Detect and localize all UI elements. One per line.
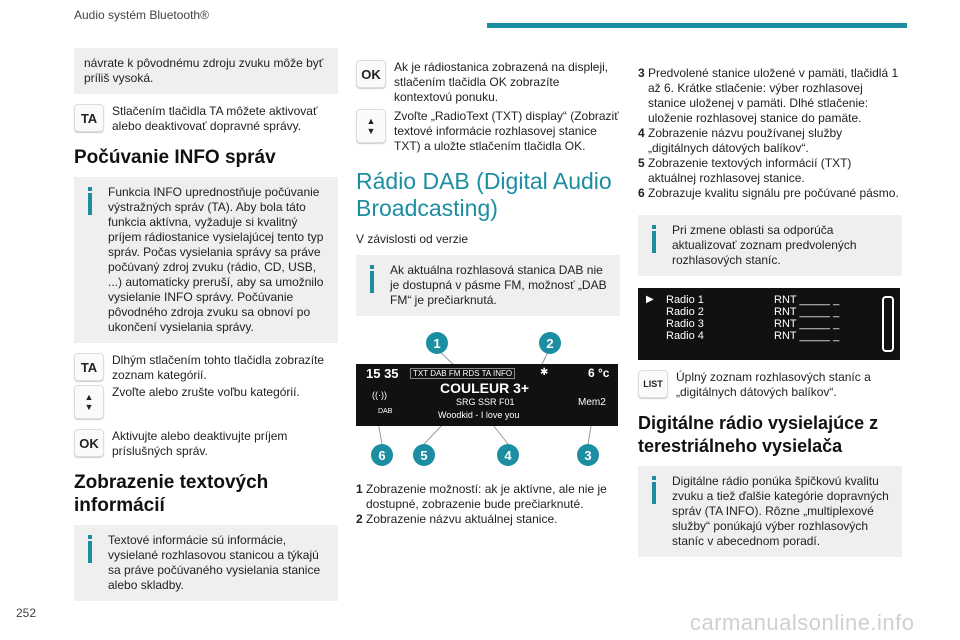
ok-description: Aktivujte alebo deaktivujte príjem príslušných správ. (112, 429, 288, 458)
version-note: V závislosti od verzie (356, 232, 469, 246)
callout-badge-4: 4 (497, 444, 519, 466)
ta-key-icon: TA (74, 353, 104, 381)
info-icon (652, 225, 656, 255)
list-item: 5 Zobrazenie textových informácií (TXT) aktuálnej rozhlasovej stanice. (638, 156, 852, 185)
arrows-description: Zvoľte alebo zrušte voľbu kategórií. (112, 385, 300, 399)
running-header: Audio systém Bluetooth® (74, 8, 209, 22)
ok-row (74, 429, 338, 459)
list-item: Radio 1 (666, 294, 704, 306)
heading-info-messages: Počúvanie INFO správ (74, 147, 276, 168)
note-box-intro: návrate k pôvodnému zdroju zvuku môže byť príliš vysoká. (74, 48, 338, 94)
screen-dab: DAB (378, 408, 393, 415)
up-down-arrows-icon: ▲ ▼ (74, 385, 104, 419)
scrollbar-icon (882, 296, 894, 352)
info-icon (370, 265, 374, 295)
page-number: 252 (16, 606, 37, 620)
info-box-text: Funkcia INFO uprednostňuje počúvanie výstražných správ (TA). Aby bola táto funkcia aktívna, vyžaduje si kvalitný príjem rádiostanice vysielajúcej tento typ správ. Počas vysielania správy sa práve počúvaný zdroj zvuku (rádio, CD, USB, ...) automaticky preruší, aby sa umožnilo vysielanie INFO správy. Počúvanie pôvodného zdroja zvuku sa obnoví po ukončení vysielania správy. (108, 185, 324, 334)
heading-text-info: Zobrazenie textových informácií (74, 472, 269, 516)
list-item: 4 Zobrazenie názvu používanej služby „digitálnych dátových balíkov“. (638, 126, 843, 155)
list-key-icon: LIST (638, 370, 668, 398)
heading-terrestrial: Digitálne rádio vysielajúce z terestriálneho vysielača (638, 413, 879, 456)
ta2-row (74, 353, 338, 383)
list-key-row (638, 370, 902, 400)
ok-key-icon: OK (74, 429, 104, 457)
area-box-text: Pri zmene oblasti sa odporúča aktualizovať zoznam predvolených rozhlasových staníc. (672, 223, 857, 267)
ta-description: Stlačením tlačidla TA môžete aktivovať alebo deaktivovať dopravné správy. (112, 104, 318, 133)
info-box-dab (356, 255, 620, 316)
info-box-info (74, 177, 338, 343)
info-icon (88, 535, 92, 565)
dab-box-text: Ak aktuálna rozhlasová stanica DAB nie je dostupná v pásme FM, možnosť „DAB FM“ je prečiarknutá. (390, 263, 607, 307)
arrows-row-2 (356, 109, 620, 154)
radio-names (666, 294, 704, 342)
ta-row (74, 104, 338, 134)
list-item: 3 Predvolené stanice uložené v pamäti, tlačidlá 1 až 6. Krátke stlačenie: výber rozhlasovej stanice uloženej v pamäti. Dlhé stlačenie: uloženie rozhlasovej stanice do pamäte. (638, 66, 899, 125)
dab-display-figure (356, 326, 620, 476)
ta-key-icon: TA (74, 104, 104, 132)
screen-temp: 6 °c (588, 366, 610, 380)
callout-badge-1: 1 (426, 332, 448, 354)
list-item: Radio 2 (666, 306, 704, 318)
radio-values: RNT _____ _ RNT _____ _ RNT _____ _ RNT _____ _ (774, 294, 840, 342)
callout-badge-3: 3 (577, 444, 599, 466)
station-list-screen (638, 288, 900, 360)
callout-badge-2: 2 (539, 332, 561, 354)
header-accent-bar (487, 23, 907, 28)
info-icon (652, 476, 656, 506)
signal-icon: ((·)) (372, 390, 387, 400)
legend-list-1 (356, 482, 620, 527)
list-item: 6 Zobrazuje kvalitu signálu pre počúvané pásmo. (638, 186, 899, 200)
ok-context-text: Ak je rádiostanica zobrazená na displeji, stlačením tlačidla OK zobrazíte kontextovú ponuku. (394, 60, 609, 104)
ok-key-icon: OK (356, 60, 386, 88)
screen-flags: TXT DAB FM RDS TA INFO (410, 368, 515, 379)
terrestrial-box-text: Digitálne rádio ponúka špičkovú kvalitu zvuku a tiež ďalšie kategórie dopravných správ (TA INFO). Rôzne „multiplexové služby“ ponúkajú výber rozhlasových staníc v abecednom poradí. (672, 474, 889, 548)
screen-sub: SRG SSR F01 (456, 397, 515, 407)
bluetooth-icon: ✱ (540, 367, 549, 378)
column-2 (356, 60, 620, 527)
info-icon (88, 187, 92, 217)
text-info-box-text: Textové informácie sú informácie, vysielané rozhlasovou stanicou a týkajú sa práve počúvaného vysielania stanice alebo skladby. (108, 533, 321, 592)
radiotext-select-text: Zvoľte „RadioText (TXT) display“ (Zobraziť textové informácie rozhlasovej stanice TXT) a uložte stlačením tlačidla OK. (394, 109, 619, 153)
ok-row-2 (356, 60, 620, 105)
column-3 (638, 66, 902, 557)
list-item: Radio 4 (666, 330, 704, 342)
list-item: 2 Zobrazenie názvu aktuálnej stanice. (356, 512, 558, 526)
ta-long-press-text: Dlhým stlačením tohto tlačidla zobrazíte zoznam kategórií. (112, 353, 325, 382)
screen-track: Woodkid - I love you (438, 410, 520, 420)
list-description: Úplný zoznam rozhlasových staníc a „digitálnych dátových balíkov“. (676, 370, 871, 399)
cursor-arrow-icon: ▶ (646, 294, 654, 305)
list-item: Radio 3 (666, 318, 704, 330)
heading-dab: Rádio DAB (Digital Audio Broadcasting) (356, 168, 612, 221)
watermark: carmanualsonline.info (690, 610, 915, 635)
info-box-text-info (74, 525, 338, 601)
screen-time: 15 35 (366, 366, 399, 381)
column-1 (74, 48, 338, 601)
legend-list-2 (638, 66, 902, 201)
screen-mem: Mem2 (578, 397, 606, 408)
callout-badge-5: 5 (413, 444, 435, 466)
arrows-row (74, 385, 338, 419)
dab-screen (356, 364, 618, 426)
up-down-arrows-icon: ▲ ▼ (356, 109, 386, 143)
info-box-terrestrial (638, 466, 902, 557)
list-item: 1 Zobrazenie možností: ak je aktívne, ale nie je dostupné, zobrazenie bude prečiarknuté. (356, 482, 607, 511)
info-box-area (638, 215, 902, 276)
callout-badge-6: 6 (371, 444, 393, 466)
screen-station: COULEUR 3+ (440, 380, 530, 396)
